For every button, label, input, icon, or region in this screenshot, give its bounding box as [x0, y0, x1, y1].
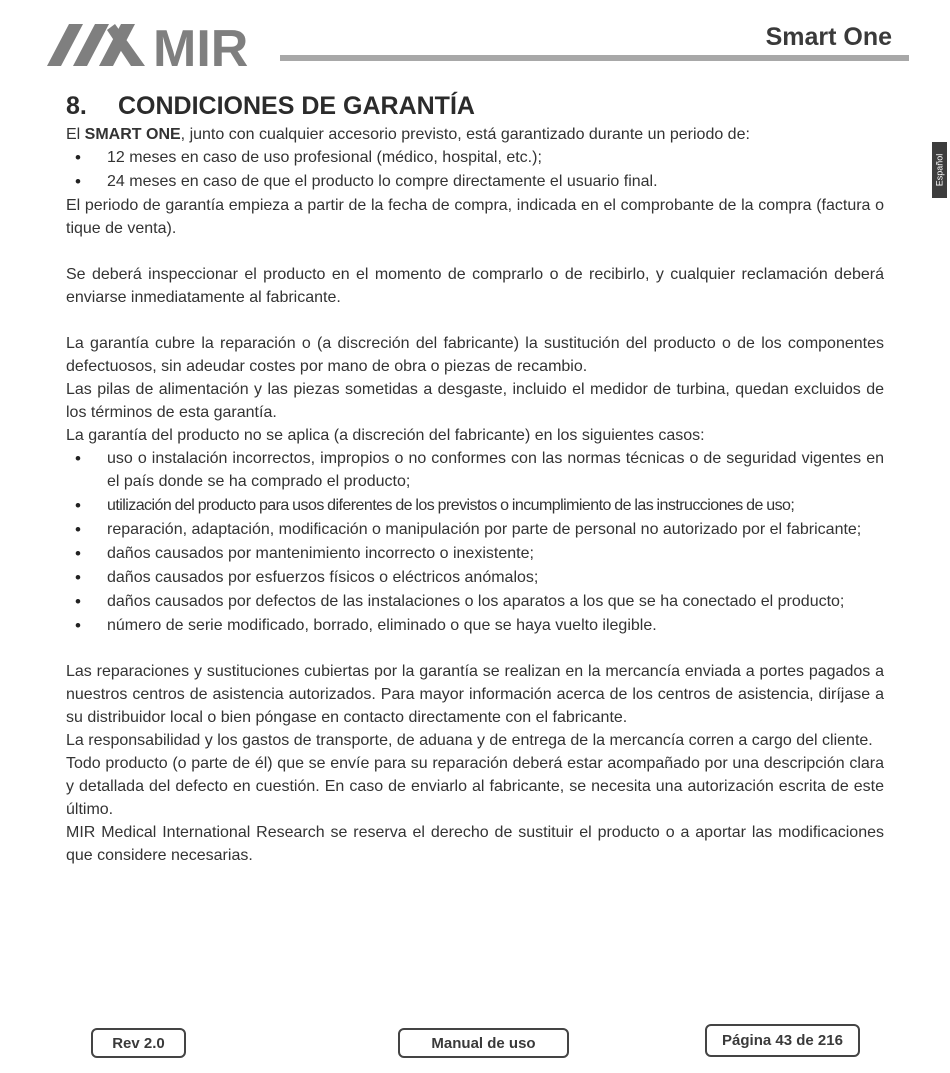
list-item: • reparación, adaptación, modificación o manipulación por parte de personal no autorizado por el fabricante; [66, 518, 884, 541]
responsibility-paragraph: La responsabilidad y los gastos de transporte, de aduana y de entrega de la mercancía corren a cargo del cliente. [66, 732, 873, 749]
intro-paragraph [66, 123, 884, 146]
batteries-paragraph: Las pilas de alimentación y las piezas sometidas a desgaste, incluido el medidor de turbina, quedan excluidos de los términos de esta garantía. [66, 381, 884, 421]
section-title: CONDICIONES DE GARANTÍA [118, 92, 475, 120]
manual-badge: Manual de uso [398, 1028, 569, 1058]
list-item: • daños causados por mantenimiento incorrecto o inexistente; [66, 542, 884, 565]
intro-product: SMART ONE [84, 126, 181, 143]
section-heading [66, 92, 884, 121]
warranty-start-paragraph: El periodo de garantía empieza a partir de la fecha de compra, indicada en el comprobante de la compra (factura o tique de venta). [66, 197, 884, 237]
language-tab-label: Español [934, 153, 945, 187]
language-tab [932, 142, 947, 198]
intro-prefix: El [66, 126, 85, 143]
warranty-period-list [66, 146, 884, 193]
list-item: • daños causados por defectos de las instalaciones o los aparatos a los que se ha conectado el producto; [66, 590, 884, 613]
shipping-paragraph: Todo producto (o parte de él) que se envíe para su reparación deberá estar acompañado por una descripción clara y detallada del defecto en cuestión. En caso de enviarlo al fabricante, se necesita una autorización escrita de este último. [66, 755, 884, 818]
exclusions-intro: La garantía del producto no se aplica (a discreción del fabricante) en los siguientes casos: [66, 427, 705, 444]
list-item: • 24 meses en caso de que el producto lo compre directamente el usuario final. [66, 170, 884, 193]
list-item: • uso o instalación incorrectos, impropios o no conformes con las normas técnicas o de seguridad vigentes en el país donde se ha comprado el producto; [66, 447, 884, 493]
logo-text: MIR [153, 20, 249, 70]
mir-logo [47, 18, 287, 70]
list-item: • daños causados por esfuerzos físicos o eléctricos anómalos; [66, 566, 884, 589]
revision-badge: Rev 2.0 [91, 1028, 186, 1058]
list-item: • 12 meses en caso de uso profesional (médico, hospital, etc.); [66, 146, 884, 169]
product-name: Smart One [765, 23, 892, 51]
list-item: • utilización del producto para usos diferentes de los previstos o incumplimiento de las instrucciones de uso; [66, 494, 884, 517]
header-rule [280, 55, 909, 61]
intro-suffix: , junto con cualquier accesorio previsto, está garantizado durante un periodo de: [180, 126, 750, 143]
page-content [66, 92, 884, 867]
repairs-paragraph: Las reparaciones y sustituciones cubiertas por la garantía se realizan en la mercancía enviada a portes pagados a nuestros centros de asistencia autorizados. Para mayor información acerca de los centros de asistencia, diríjase a su distribuidor local o bien póngase en contacto directamente con el fabricante. [66, 663, 884, 726]
reserve-paragraph: MIR Medical International Research se reserva el derecho de sustituir el producto o a aportar las modificaciones que considere necesarias. [66, 824, 884, 864]
inspection-paragraph: Se deberá inspeccionar el producto en el momento de comprarlo o de recibirlo, y cualquier reclamación deberá enviarse inmediatamente al fabricante. [66, 266, 884, 306]
coverage-paragraph: La garantía cubre la reparación o (a discreción del fabricante) la sustitución del producto o de los componentes defectuosos, sin adeudar costes por mano de obra o piezas de recambio. [66, 335, 884, 375]
section-number: 8. [66, 92, 87, 120]
page-number-badge: Página 43 de 216 [705, 1024, 860, 1057]
exclusions-list [66, 447, 884, 637]
list-item: • número de serie modificado, borrado, eliminado o que se haya vuelto ilegible. [66, 614, 884, 637]
